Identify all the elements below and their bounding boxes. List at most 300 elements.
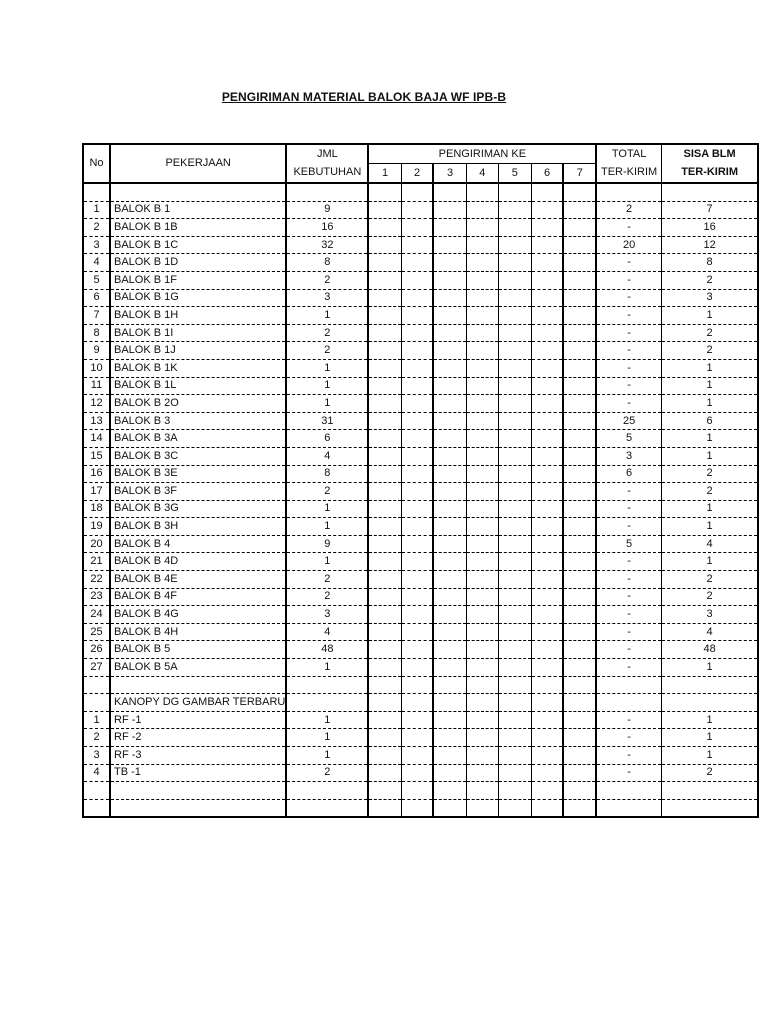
col-header-ke-2: 2 bbox=[401, 164, 433, 184]
empty-cell bbox=[563, 201, 596, 219]
empty-cell bbox=[563, 588, 596, 606]
empty-cell bbox=[563, 183, 596, 201]
empty-cell bbox=[531, 694, 563, 712]
row-total-terkirim: - bbox=[596, 571, 661, 589]
row-pekerjaan: TB -1 bbox=[110, 764, 286, 782]
empty-cell bbox=[401, 447, 433, 465]
empty-cell bbox=[433, 500, 466, 518]
empty-cell bbox=[531, 747, 563, 765]
empty-cell bbox=[498, 641, 531, 659]
empty-cell bbox=[531, 535, 563, 553]
empty-cell bbox=[498, 694, 531, 712]
empty-cell bbox=[83, 183, 110, 201]
empty-cell bbox=[368, 764, 401, 782]
row-sisa-blm-terkirim: 1 bbox=[661, 553, 758, 571]
empty-cell bbox=[401, 694, 433, 712]
table-row bbox=[83, 535, 758, 553]
row-jml-kebutuhan: 32 bbox=[286, 236, 368, 254]
empty-cell bbox=[498, 606, 531, 624]
row-pekerjaan: BALOK B 1L bbox=[110, 377, 286, 395]
row-total-terkirim: 2 bbox=[596, 201, 661, 219]
empty-cell bbox=[563, 377, 596, 395]
empty-cell bbox=[433, 553, 466, 571]
empty-cell bbox=[401, 500, 433, 518]
empty-cell bbox=[563, 483, 596, 501]
row-total-terkirim: - bbox=[596, 483, 661, 501]
row-sisa-blm-terkirim: 4 bbox=[661, 623, 758, 641]
empty-cell bbox=[401, 254, 433, 272]
empty-cell bbox=[563, 500, 596, 518]
row-no: 24 bbox=[83, 606, 110, 624]
empty-cell bbox=[466, 342, 498, 360]
row-no: 4 bbox=[83, 764, 110, 782]
empty-cell bbox=[531, 500, 563, 518]
row-total-terkirim: - bbox=[596, 500, 661, 518]
empty-cell bbox=[401, 623, 433, 641]
col-header-ke-6: 6 bbox=[531, 164, 563, 184]
empty-cell bbox=[498, 659, 531, 677]
table-row bbox=[83, 711, 758, 729]
table-row bbox=[83, 659, 758, 677]
empty-cell bbox=[531, 395, 563, 413]
table-row bbox=[83, 447, 758, 465]
empty-cell bbox=[498, 500, 531, 518]
row-no: 1 bbox=[83, 201, 110, 219]
empty-cell bbox=[368, 254, 401, 272]
empty-cell bbox=[433, 782, 466, 800]
empty-cell bbox=[498, 236, 531, 254]
row-no: 13 bbox=[83, 412, 110, 430]
table-row bbox=[83, 500, 758, 518]
row-no: 9 bbox=[83, 342, 110, 360]
empty-cell bbox=[498, 183, 531, 201]
row-sisa-blm-terkirim: 1 bbox=[661, 377, 758, 395]
delivery-table bbox=[82, 143, 759, 818]
row-no: 20 bbox=[83, 535, 110, 553]
row-total-terkirim: - bbox=[596, 641, 661, 659]
col-header-jml-line1: JML bbox=[286, 144, 368, 164]
empty-cell bbox=[563, 465, 596, 483]
empty-cell bbox=[433, 729, 466, 747]
row-no: 18 bbox=[83, 500, 110, 518]
table-row bbox=[83, 518, 758, 536]
row-pekerjaan: BALOK B 3F bbox=[110, 483, 286, 501]
empty-cell bbox=[401, 571, 433, 589]
empty-cell bbox=[401, 430, 433, 448]
empty-cell bbox=[466, 324, 498, 342]
empty-cell bbox=[368, 377, 401, 395]
empty-cell bbox=[531, 782, 563, 800]
table-row bbox=[83, 729, 758, 747]
row-total-terkirim: - bbox=[596, 659, 661, 677]
empty-cell bbox=[563, 430, 596, 448]
row-no: 26 bbox=[83, 641, 110, 659]
empty-cell bbox=[401, 289, 433, 307]
empty-cell bbox=[563, 395, 596, 413]
row-pekerjaan: BALOK B 3H bbox=[110, 518, 286, 536]
row-sisa-blm-terkirim: 1 bbox=[661, 711, 758, 729]
row-total-terkirim: - bbox=[596, 729, 661, 747]
empty-cell bbox=[531, 711, 563, 729]
empty-cell bbox=[563, 782, 596, 800]
empty-cell bbox=[498, 465, 531, 483]
empty-cell bbox=[433, 359, 466, 377]
empty-cell bbox=[498, 307, 531, 325]
empty-cell bbox=[433, 535, 466, 553]
empty-cell bbox=[83, 694, 110, 712]
empty-cell bbox=[531, 764, 563, 782]
empty-cell bbox=[498, 764, 531, 782]
row-jml-kebutuhan: 1 bbox=[286, 307, 368, 325]
empty-cell bbox=[466, 412, 498, 430]
table-row bbox=[83, 219, 758, 237]
empty-cell bbox=[498, 359, 531, 377]
empty-cell bbox=[466, 535, 498, 553]
empty-cell bbox=[433, 307, 466, 325]
empty-cell bbox=[531, 342, 563, 360]
empty-cell bbox=[531, 412, 563, 430]
empty-cell bbox=[498, 447, 531, 465]
empty-cell bbox=[401, 395, 433, 413]
empty-cell bbox=[466, 271, 498, 289]
row-sisa-blm-terkirim: 1 bbox=[661, 430, 758, 448]
row-total-terkirim: - bbox=[596, 377, 661, 395]
row-sisa-blm-terkirim: 16 bbox=[661, 219, 758, 237]
empty-cell bbox=[368, 747, 401, 765]
empty-cell bbox=[433, 747, 466, 765]
empty-cell bbox=[368, 606, 401, 624]
row-sisa-blm-terkirim: 3 bbox=[661, 289, 758, 307]
row-jml-kebutuhan: 1 bbox=[286, 359, 368, 377]
row-total-terkirim: - bbox=[596, 518, 661, 536]
empty-cell bbox=[401, 377, 433, 395]
empty-cell bbox=[368, 236, 401, 254]
row-no: 25 bbox=[83, 623, 110, 641]
empty-cell bbox=[531, 799, 563, 817]
empty-cell bbox=[498, 571, 531, 589]
row-no: 3 bbox=[83, 747, 110, 765]
row-jml-kebutuhan: 31 bbox=[286, 412, 368, 430]
empty-cell bbox=[498, 711, 531, 729]
empty-cell bbox=[433, 236, 466, 254]
empty-cell bbox=[466, 676, 498, 694]
empty-cell bbox=[401, 465, 433, 483]
empty-cell bbox=[563, 799, 596, 817]
table-row bbox=[83, 430, 758, 448]
empty-cell bbox=[498, 535, 531, 553]
empty-cell bbox=[563, 694, 596, 712]
row-jml-kebutuhan: 1 bbox=[286, 659, 368, 677]
row-sisa-blm-terkirim: 2 bbox=[661, 571, 758, 589]
empty-cell bbox=[498, 729, 531, 747]
row-total-terkirim: - bbox=[596, 307, 661, 325]
row-total-terkirim: - bbox=[596, 747, 661, 765]
empty-cell bbox=[110, 782, 286, 800]
empty-cell bbox=[466, 307, 498, 325]
row-pekerjaan: BALOK B 4H bbox=[110, 623, 286, 641]
empty-cell bbox=[466, 289, 498, 307]
empty-cell bbox=[466, 183, 498, 201]
row-no: 15 bbox=[83, 447, 110, 465]
table-row bbox=[83, 289, 758, 307]
empty-cell bbox=[401, 659, 433, 677]
blank-row bbox=[83, 676, 758, 694]
row-no: 17 bbox=[83, 483, 110, 501]
empty-cell bbox=[401, 483, 433, 501]
row-sisa-blm-terkirim: 4 bbox=[661, 535, 758, 553]
empty-cell bbox=[531, 236, 563, 254]
empty-cell bbox=[498, 747, 531, 765]
row-total-terkirim: - bbox=[596, 588, 661, 606]
empty-cell bbox=[563, 711, 596, 729]
empty-cell bbox=[563, 729, 596, 747]
col-header-no: No bbox=[83, 144, 110, 183]
empty-cell bbox=[368, 641, 401, 659]
row-pekerjaan: BALOK B 1G bbox=[110, 289, 286, 307]
row-total-terkirim: - bbox=[596, 553, 661, 571]
row-sisa-blm-terkirim: 2 bbox=[661, 764, 758, 782]
empty-cell bbox=[368, 430, 401, 448]
row-sisa-blm-terkirim: 2 bbox=[661, 588, 758, 606]
table-row bbox=[83, 377, 758, 395]
empty-cell bbox=[563, 553, 596, 571]
empty-cell bbox=[368, 219, 401, 237]
empty-cell bbox=[531, 676, 563, 694]
col-header-jml-line2: KEBUTUHAN bbox=[286, 164, 368, 184]
empty-cell bbox=[563, 307, 596, 325]
row-jml-kebutuhan: 2 bbox=[286, 764, 368, 782]
empty-cell bbox=[83, 676, 110, 694]
row-no: 6 bbox=[83, 289, 110, 307]
row-jml-kebutuhan: 1 bbox=[286, 553, 368, 571]
empty-cell bbox=[531, 289, 563, 307]
empty-cell bbox=[368, 588, 401, 606]
empty-cell bbox=[368, 412, 401, 430]
row-pekerjaan: BALOK B 4G bbox=[110, 606, 286, 624]
table-row bbox=[83, 395, 758, 413]
empty-cell bbox=[286, 183, 368, 201]
empty-cell bbox=[433, 483, 466, 501]
table-row bbox=[83, 641, 758, 659]
empty-cell bbox=[466, 623, 498, 641]
empty-cell bbox=[531, 729, 563, 747]
row-no: 14 bbox=[83, 430, 110, 448]
empty-cell bbox=[286, 676, 368, 694]
table-row bbox=[83, 254, 758, 272]
empty-cell bbox=[498, 289, 531, 307]
empty-cell bbox=[401, 799, 433, 817]
empty-cell bbox=[368, 623, 401, 641]
empty-cell bbox=[466, 659, 498, 677]
row-total-terkirim: - bbox=[596, 289, 661, 307]
empty-cell bbox=[433, 412, 466, 430]
empty-cell bbox=[563, 219, 596, 237]
row-sisa-blm-terkirim: 1 bbox=[661, 500, 758, 518]
empty-cell bbox=[368, 659, 401, 677]
empty-cell bbox=[401, 553, 433, 571]
row-total-terkirim: 5 bbox=[596, 535, 661, 553]
page-title: PENGIRIMAN MATERIAL BALOK BAJA WF IPB-B bbox=[221, 90, 507, 104]
empty-cell bbox=[466, 395, 498, 413]
empty-cell bbox=[563, 254, 596, 272]
col-header-total-line1: TOTAL bbox=[596, 144, 661, 164]
empty-cell bbox=[563, 764, 596, 782]
table-row bbox=[83, 359, 758, 377]
empty-cell bbox=[531, 307, 563, 325]
row-jml-kebutuhan: 2 bbox=[286, 588, 368, 606]
empty-cell bbox=[368, 694, 401, 712]
table-row bbox=[83, 553, 758, 571]
empty-cell bbox=[401, 535, 433, 553]
empty-cell bbox=[368, 500, 401, 518]
empty-cell bbox=[286, 782, 368, 800]
table-row bbox=[83, 307, 758, 325]
row-no: 27 bbox=[83, 659, 110, 677]
empty-cell bbox=[368, 535, 401, 553]
empty-cell bbox=[433, 447, 466, 465]
empty-cell bbox=[531, 483, 563, 501]
empty-cell bbox=[286, 799, 368, 817]
empty-cell bbox=[368, 799, 401, 817]
empty-cell bbox=[368, 307, 401, 325]
empty-cell bbox=[531, 219, 563, 237]
row-jml-kebutuhan: 3 bbox=[286, 289, 368, 307]
row-sisa-blm-terkirim: 1 bbox=[661, 359, 758, 377]
row-sisa-blm-terkirim: 1 bbox=[661, 729, 758, 747]
empty-cell bbox=[466, 359, 498, 377]
empty-cell bbox=[531, 606, 563, 624]
row-total-terkirim: - bbox=[596, 324, 661, 342]
row-jml-kebutuhan: 1 bbox=[286, 500, 368, 518]
empty-cell bbox=[401, 676, 433, 694]
row-jml-kebutuhan: 9 bbox=[286, 535, 368, 553]
empty-cell bbox=[401, 183, 433, 201]
empty-cell bbox=[466, 782, 498, 800]
table-body bbox=[83, 183, 758, 817]
row-pekerjaan: BALOK B 2O bbox=[110, 395, 286, 413]
empty-cell bbox=[433, 254, 466, 272]
row-total-terkirim: 3 bbox=[596, 447, 661, 465]
empty-cell bbox=[401, 201, 433, 219]
empty-cell bbox=[563, 236, 596, 254]
empty-cell bbox=[401, 729, 433, 747]
empty-cell bbox=[368, 465, 401, 483]
row-sisa-blm-terkirim: 1 bbox=[661, 659, 758, 677]
empty-cell bbox=[563, 271, 596, 289]
row-pekerjaan: BALOK B 1I bbox=[110, 324, 286, 342]
empty-cell bbox=[368, 676, 401, 694]
empty-cell bbox=[531, 254, 563, 272]
empty-cell bbox=[466, 571, 498, 589]
row-no: 2 bbox=[83, 219, 110, 237]
empty-cell bbox=[498, 676, 531, 694]
empty-cell bbox=[498, 623, 531, 641]
empty-cell bbox=[401, 641, 433, 659]
row-pekerjaan: RF -1 bbox=[110, 711, 286, 729]
row-sisa-blm-terkirim: 6 bbox=[661, 412, 758, 430]
empty-cell bbox=[596, 799, 661, 817]
empty-cell bbox=[531, 324, 563, 342]
col-header-ke-4: 4 bbox=[466, 164, 498, 184]
row-sisa-blm-terkirim: 2 bbox=[661, 324, 758, 342]
row-pekerjaan: BALOK B 1H bbox=[110, 307, 286, 325]
empty-cell bbox=[563, 659, 596, 677]
table-row bbox=[83, 465, 758, 483]
empty-cell bbox=[433, 465, 466, 483]
row-sisa-blm-terkirim: 3 bbox=[661, 606, 758, 624]
row-sisa-blm-terkirim: 1 bbox=[661, 447, 758, 465]
empty-cell bbox=[498, 201, 531, 219]
empty-cell bbox=[563, 606, 596, 624]
empty-cell bbox=[498, 254, 531, 272]
row-jml-kebutuhan: 1 bbox=[286, 377, 368, 395]
row-pekerjaan: RF -2 bbox=[110, 729, 286, 747]
empty-cell bbox=[401, 606, 433, 624]
row-total-terkirim: 5 bbox=[596, 430, 661, 448]
empty-cell bbox=[433, 183, 466, 201]
row-sisa-blm-terkirim: 7 bbox=[661, 201, 758, 219]
empty-cell bbox=[563, 412, 596, 430]
empty-cell bbox=[563, 324, 596, 342]
empty-cell bbox=[498, 271, 531, 289]
row-jml-kebutuhan: 8 bbox=[286, 254, 368, 272]
empty-cell bbox=[433, 711, 466, 729]
empty-cell bbox=[498, 342, 531, 360]
row-total-terkirim: 6 bbox=[596, 465, 661, 483]
row-sisa-blm-terkirim: 2 bbox=[661, 483, 758, 501]
empty-cell bbox=[401, 359, 433, 377]
row-pekerjaan: BALOK B 3A bbox=[110, 430, 286, 448]
row-sisa-blm-terkirim: 12 bbox=[661, 236, 758, 254]
empty-cell bbox=[433, 606, 466, 624]
empty-cell bbox=[661, 676, 758, 694]
row-jml-kebutuhan: 2 bbox=[286, 324, 368, 342]
table-row bbox=[83, 324, 758, 342]
empty-cell bbox=[401, 236, 433, 254]
row-sisa-blm-terkirim: 48 bbox=[661, 641, 758, 659]
table-row bbox=[83, 588, 758, 606]
empty-cell bbox=[433, 219, 466, 237]
row-jml-kebutuhan: 4 bbox=[286, 623, 368, 641]
table-row bbox=[83, 747, 758, 765]
empty-cell bbox=[563, 447, 596, 465]
empty-cell bbox=[596, 782, 661, 800]
empty-cell bbox=[531, 518, 563, 536]
empty-cell bbox=[596, 183, 661, 201]
row-pekerjaan: BALOK B 4F bbox=[110, 588, 286, 606]
row-no: 11 bbox=[83, 377, 110, 395]
empty-cell bbox=[531, 553, 563, 571]
empty-cell bbox=[563, 359, 596, 377]
col-header-pekerjaan: PEKERJAAN bbox=[110, 144, 286, 183]
empty-cell bbox=[563, 571, 596, 589]
empty-cell bbox=[466, 799, 498, 817]
empty-cell bbox=[368, 271, 401, 289]
empty-cell bbox=[368, 183, 401, 201]
row-pekerjaan: BALOK B 1J bbox=[110, 342, 286, 360]
col-header-sisa-line2: TER-KIRIM bbox=[661, 164, 758, 184]
row-no: 21 bbox=[83, 553, 110, 571]
empty-cell bbox=[466, 500, 498, 518]
blank-row bbox=[83, 183, 758, 201]
row-sisa-blm-terkirim: 2 bbox=[661, 271, 758, 289]
empty-cell bbox=[498, 395, 531, 413]
empty-cell bbox=[563, 535, 596, 553]
empty-cell bbox=[466, 518, 498, 536]
table-row bbox=[83, 764, 758, 782]
empty-cell bbox=[466, 219, 498, 237]
row-no: 12 bbox=[83, 395, 110, 413]
